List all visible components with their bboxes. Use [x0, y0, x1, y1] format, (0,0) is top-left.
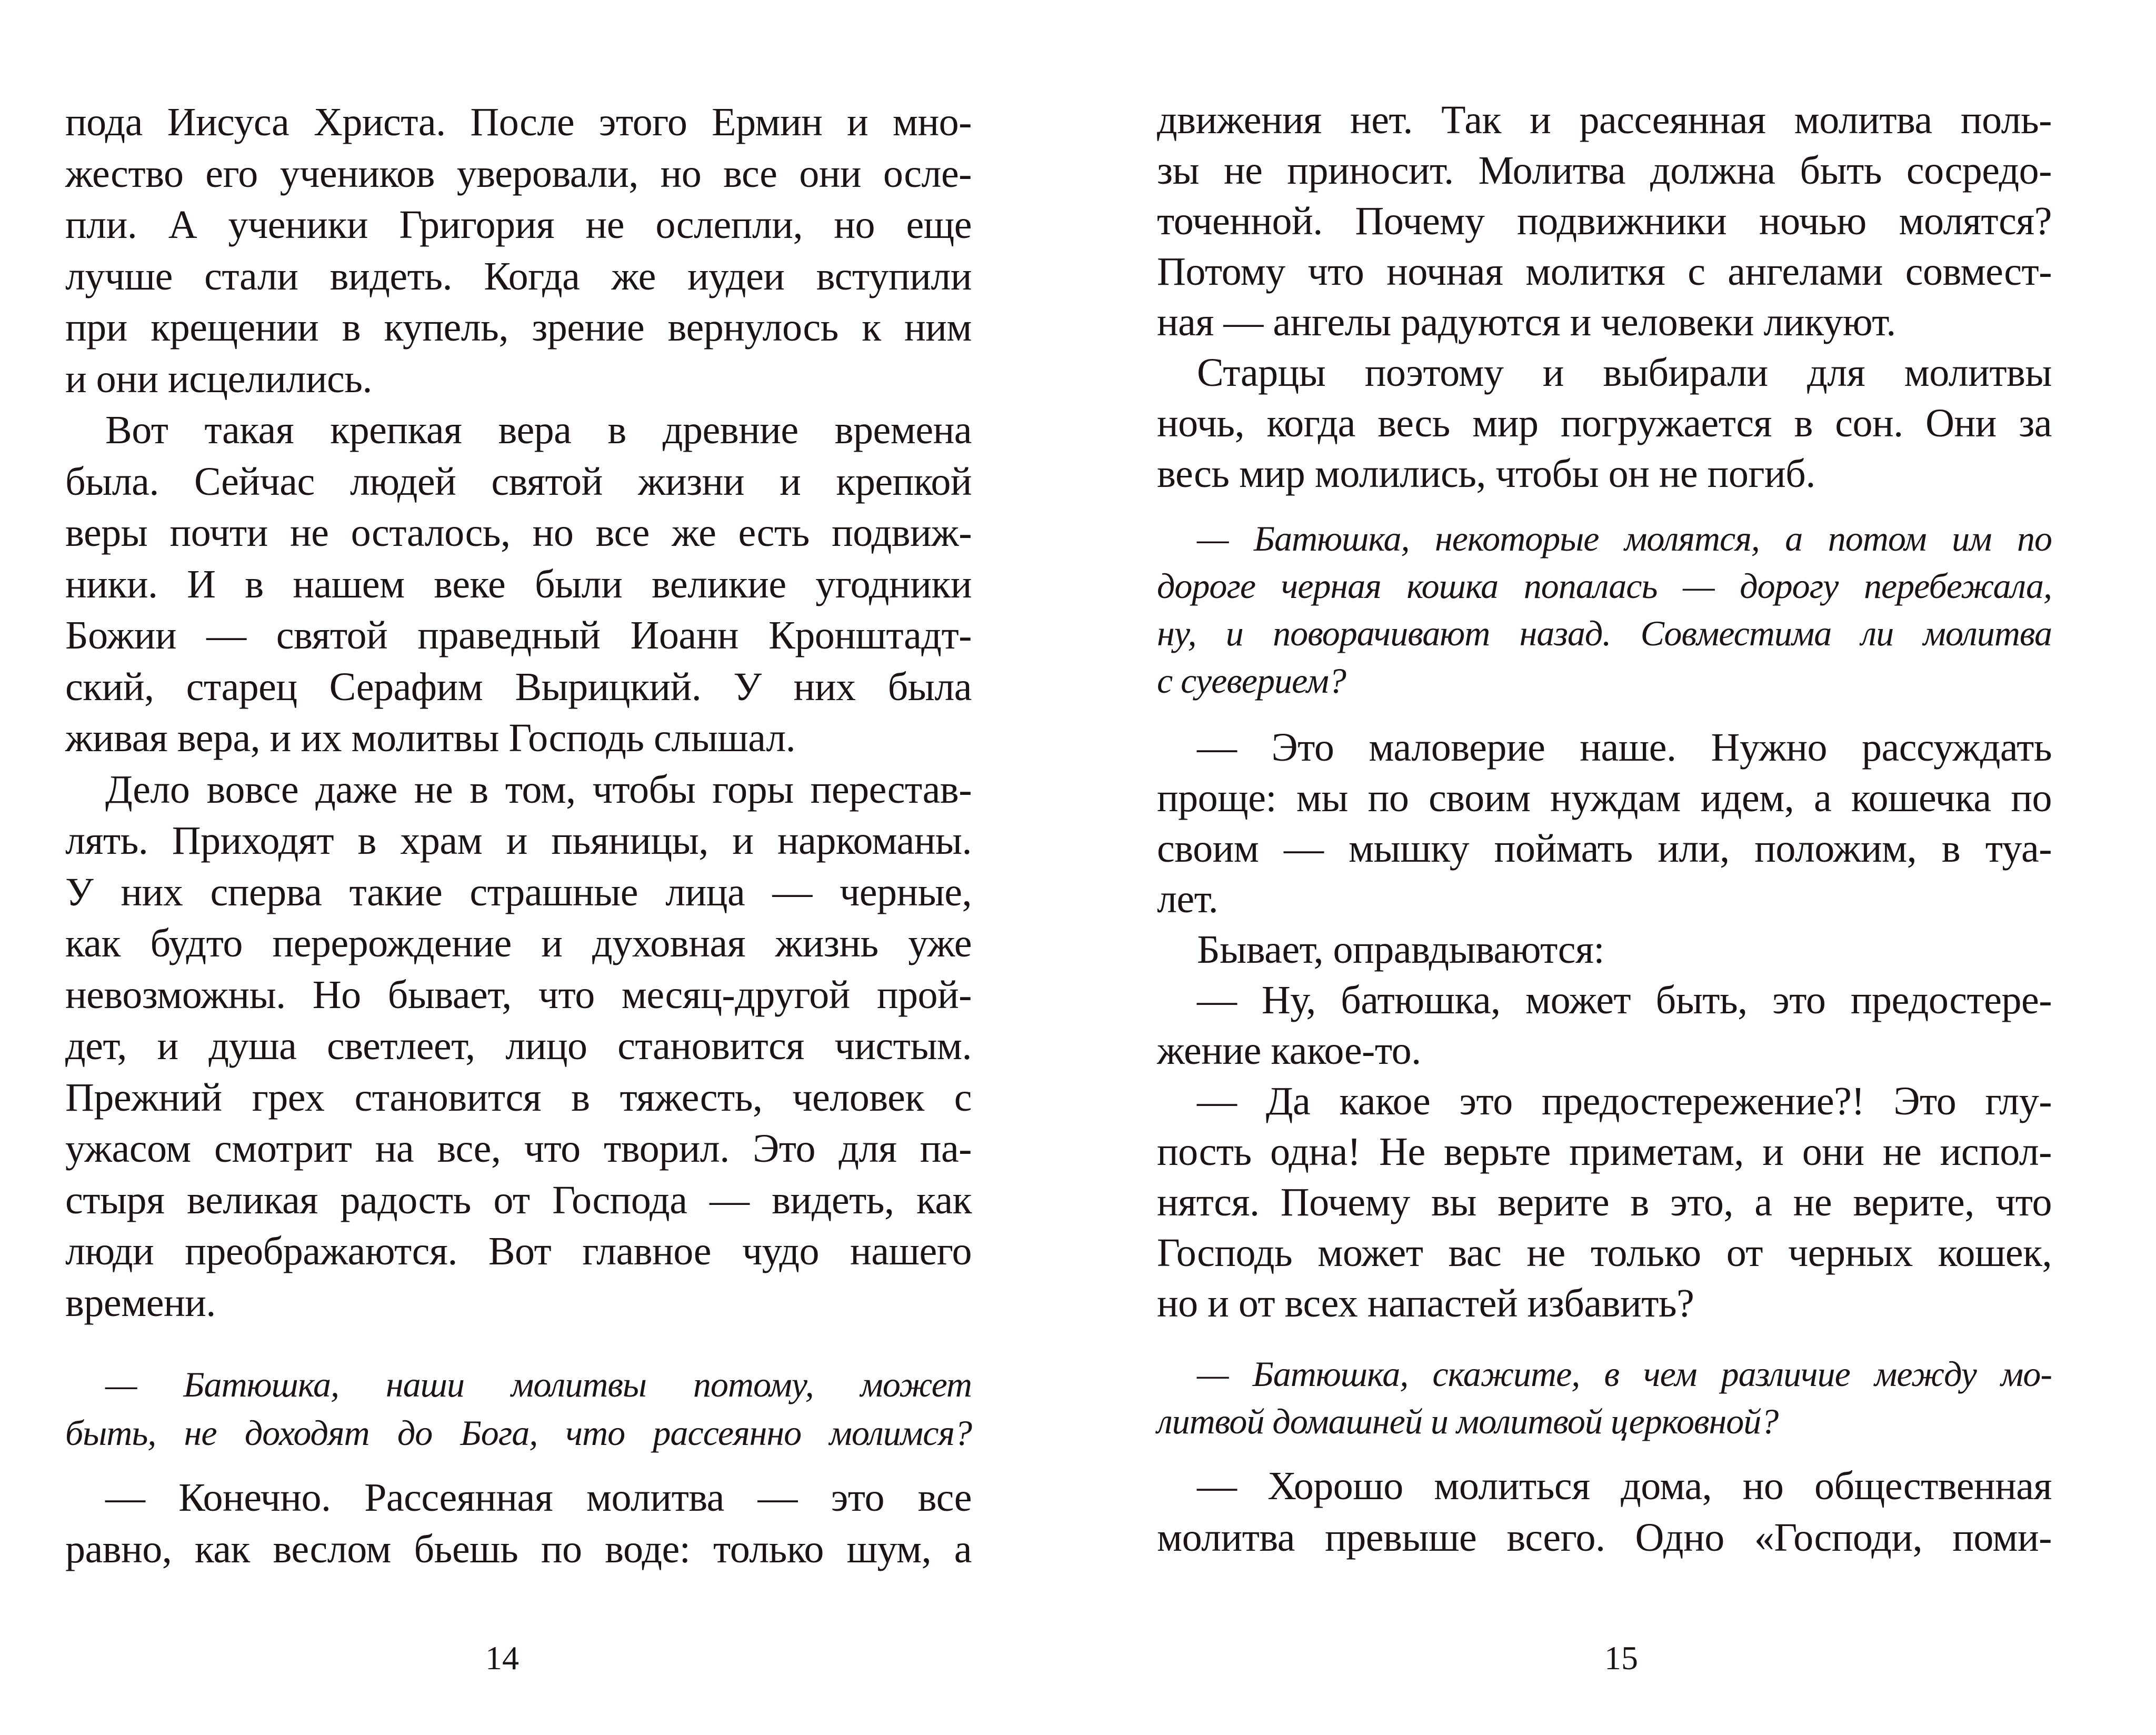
text-line: как будто перерождение и духовная жизнь уже	[65, 921, 972, 965]
question-line: быть, не доходят до Бога, что рассеянно молимся?	[65, 1413, 972, 1453]
text-line: — Хорошо молиться дома, но общественная	[1197, 1464, 2052, 1508]
text-line: пли. А ученики Григория не ослепли, но еще	[65, 203, 972, 247]
question-line: с суеверием?	[1157, 661, 1346, 701]
question-line: ну, и поворачивают назад. Совместима ли молитва	[1157, 613, 2052, 653]
text-line: Дело вовсе даже не в том, чтобы горы перестав-	[105, 767, 972, 812]
text-line: своим — мышку поймать или, положим, в туа-	[1157, 826, 2052, 871]
text-line: — Ну, батюшка, может быть, это предостере-	[1197, 978, 2052, 1022]
question-line: дороге черная кошка попалась — дорогу перебежала,	[1157, 566, 2052, 606]
text-line: лять. Приходят в храм и пьяницы, и наркоманы.	[65, 819, 972, 863]
text-line: была. Сейчас людей святой жизни и крепкой	[65, 460, 972, 504]
text-line: весь мир молились, чтобы он не погиб.	[1157, 452, 1815, 496]
text-line: при крещении в купель, зрение вернулось к ним	[65, 305, 972, 350]
text-line: зы не приносит. Молитва должна быть сосредо-	[1157, 148, 2052, 193]
text-line: жение какое-то.	[1157, 1029, 1421, 1073]
text-line: Господь может вас не только от черных кошек,	[1157, 1231, 2052, 1275]
text-line: — Конечно. Рассеянная молитва — это все	[105, 1475, 972, 1520]
text-line: Бывает, оправдываются:	[1197, 928, 1605, 972]
text-line: и они исцелились.	[65, 357, 372, 401]
text-line: ночь, когда весь мир погружается в сон. Они за	[1157, 401, 2052, 445]
text-line: Прежний грех становится в тяжесть, человек с	[65, 1075, 972, 1120]
text-line: стыря великая радость от Господа — видеть, как	[65, 1178, 972, 1222]
text-line: невозможны. Но бывает, что месяц-другой прой-	[65, 973, 972, 1017]
text-line: нятся. Почему вы верите в это, а не верите, что	[1157, 1180, 2052, 1224]
text-line: ужасом смотрит на все, что творил. Это для па-	[65, 1126, 972, 1171]
text-line: У них сперва такие страшные лица — черные,	[65, 870, 972, 914]
question-line: — Батюшка, скажите, в чем различие между мо-	[1197, 1354, 2052, 1394]
text-line: лет.	[1157, 877, 1219, 921]
text-line: проще: мы по своим нуждам идем, а кошечка по	[1157, 776, 2052, 820]
text-line: — Это маловерие наше. Нужно рассуждать	[1197, 725, 2052, 770]
text-line: ная — ангелы радуются и человеки ликуют.	[1157, 300, 1896, 344]
text-line: веры почти не осталось, но все же есть подвиж-	[65, 511, 972, 555]
text-line: пость одна! Не верьте приметам, и они не испол-	[1157, 1130, 2052, 1174]
text-line: времени.	[65, 1281, 216, 1325]
text-line: равно, как веслом бьешь по воде: только шум, а	[65, 1527, 972, 1571]
text-line: Божии — святой праведный Иоанн Кронштадт-	[65, 613, 972, 657]
text-line: Вот такая крепкая вера в древние времена	[105, 408, 972, 452]
right-page	[1078, 0, 2156, 1735]
text-line: молитва превыше всего. Одно «Господи, поми-	[1157, 1515, 2052, 1560]
text-line: точенной. Почему подвижники ночью молятся?	[1157, 199, 2052, 243]
text-line: Потому что ночная молиткя с ангелами совмест-	[1157, 250, 2052, 294]
text-line: — Да какое это предостережение?! Это глу-	[1197, 1079, 2052, 1123]
text-line: люди преображаются. Вот главное чудо нашего	[65, 1229, 972, 1273]
text-line: жество его учеников уверовали, но все они осле-	[65, 152, 972, 196]
page-number: 14	[485, 1639, 519, 1677]
text-line: пода Иисуса Христа. После этого Ермин и мно-	[65, 100, 972, 144]
text-line: ский, старец Серафим Вырицкий. У них была	[65, 665, 972, 709]
question-line: литвой домашней и молитвой церковной?	[1157, 1401, 1779, 1441]
question-line: — Батюшка, некоторые молятся, а потом им по	[1197, 518, 2052, 559]
text-line: живая вера, и их молитвы Господь слышал.	[65, 716, 796, 760]
text-line: Старцы поэтому и выбирали для молитвы	[1197, 351, 2052, 395]
text-line: дет, и душа светлеет, лицо становится чистым.	[65, 1024, 972, 1068]
question-line: — Батюшка, наши молитвы потому, может	[105, 1364, 972, 1404]
text-line: ники. И в нашем веке были великие угодники	[65, 562, 972, 606]
text-line: но и от всех напастей избавить?	[1157, 1281, 1694, 1325]
page-number: 15	[1604, 1639, 1638, 1677]
text-line: движения нет. Так и рассеянная молитва поль-	[1157, 98, 2052, 142]
text-line: лучше стали видеть. Когда же иудеи вступили	[65, 254, 972, 298]
